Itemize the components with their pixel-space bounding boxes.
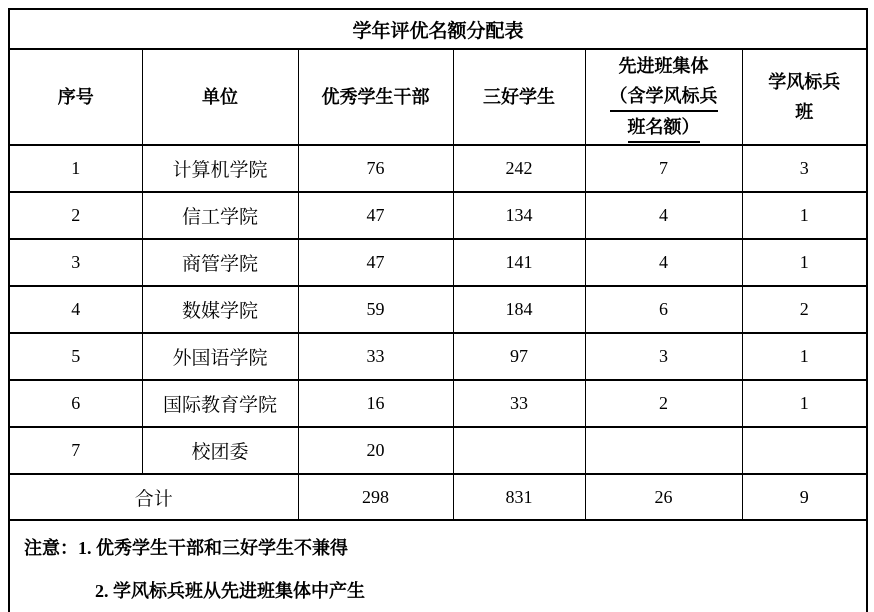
header-advanced-line3: 班名额） — [628, 115, 700, 143]
cell-sanhao: 33 — [453, 380, 585, 427]
allocation-table — [8, 8, 868, 612]
header-model-line2: 班 — [795, 102, 814, 122]
total-sanhao: 831 — [453, 474, 585, 520]
header-model-line1: 学风标兵 — [768, 72, 841, 92]
total-model: 9 — [742, 474, 867, 520]
cell-model: 1 — [742, 239, 867, 286]
cell-advanced: 4 — [585, 239, 742, 286]
cell-unit: 外国语学院 — [142, 333, 298, 380]
cell-serial: 4 — [9, 286, 142, 333]
cell-cadre: 33 — [298, 333, 453, 380]
cell-unit: 校团委 — [142, 427, 298, 474]
cell-sanhao: 242 — [453, 145, 585, 192]
table-row — [9, 145, 867, 192]
cell-unit: 数媒学院 — [142, 286, 298, 333]
total-advanced: 26 — [585, 474, 742, 520]
cell-sanhao — [453, 427, 585, 474]
table-row — [9, 239, 867, 286]
cell-sanhao: 97 — [453, 333, 585, 380]
header-model-class — [742, 49, 867, 145]
header-serial: 序号 — [9, 49, 142, 145]
title-row — [9, 9, 867, 49]
cell-advanced: 7 — [585, 145, 742, 192]
cell-serial: 5 — [9, 333, 142, 380]
note-line-2: 2. 学风标兵班从先进班集体中产生 — [95, 581, 365, 601]
cell-model: 1 — [742, 380, 867, 427]
cell-advanced: 6 — [585, 286, 742, 333]
cell-sanhao: 134 — [453, 192, 585, 239]
cell-cadre: 20 — [298, 427, 453, 474]
cell-advanced: 2 — [585, 380, 742, 427]
cell-advanced — [585, 427, 742, 474]
table-title: 学年评优名额分配表 — [9, 9, 867, 49]
header-row — [9, 49, 867, 145]
cell-serial: 3 — [9, 239, 142, 286]
notes-cell — [9, 520, 867, 612]
cell-cadre: 59 — [298, 286, 453, 333]
header-advanced-class — [585, 49, 742, 145]
table-row — [9, 286, 867, 333]
cell-model: 2 — [742, 286, 867, 333]
cell-cadre: 47 — [298, 239, 453, 286]
cell-advanced: 3 — [585, 333, 742, 380]
total-label: 合计 — [9, 474, 298, 520]
table-row — [9, 427, 867, 474]
header-unit: 单位 — [142, 49, 298, 145]
cell-serial: 6 — [9, 380, 142, 427]
cell-cadre: 76 — [298, 145, 453, 192]
cell-unit: 信工学院 — [142, 192, 298, 239]
table-row — [9, 192, 867, 239]
cell-model: 1 — [742, 333, 867, 380]
header-advanced-line2: （含学风标兵 — [610, 84, 718, 112]
notes-row — [9, 520, 867, 612]
header-cadre: 优秀学生干部 — [298, 49, 453, 145]
cell-cadre: 47 — [298, 192, 453, 239]
total-cadre: 298 — [298, 474, 453, 520]
cell-serial: 1 — [9, 145, 142, 192]
header-advanced-line1: 先进班集体 — [618, 56, 709, 76]
cell-cadre: 16 — [298, 380, 453, 427]
cell-serial: 7 — [9, 427, 142, 474]
table-row — [9, 380, 867, 427]
cell-unit: 计算机学院 — [142, 145, 298, 192]
cell-model: 3 — [742, 145, 867, 192]
cell-sanhao: 141 — [453, 239, 585, 286]
header-sanhao: 三好学生 — [453, 49, 585, 145]
cell-model — [742, 427, 867, 474]
cell-serial: 2 — [9, 192, 142, 239]
cell-model: 1 — [742, 192, 867, 239]
cell-unit: 商管学院 — [142, 239, 298, 286]
note-line-1: 注意：1. 优秀学生干部和三好学生不兼得 — [24, 538, 348, 558]
cell-unit: 国际教育学院 — [142, 380, 298, 427]
table-row — [9, 333, 867, 380]
total-row — [9, 474, 867, 520]
cell-sanhao: 184 — [453, 286, 585, 333]
cell-advanced: 4 — [585, 192, 742, 239]
